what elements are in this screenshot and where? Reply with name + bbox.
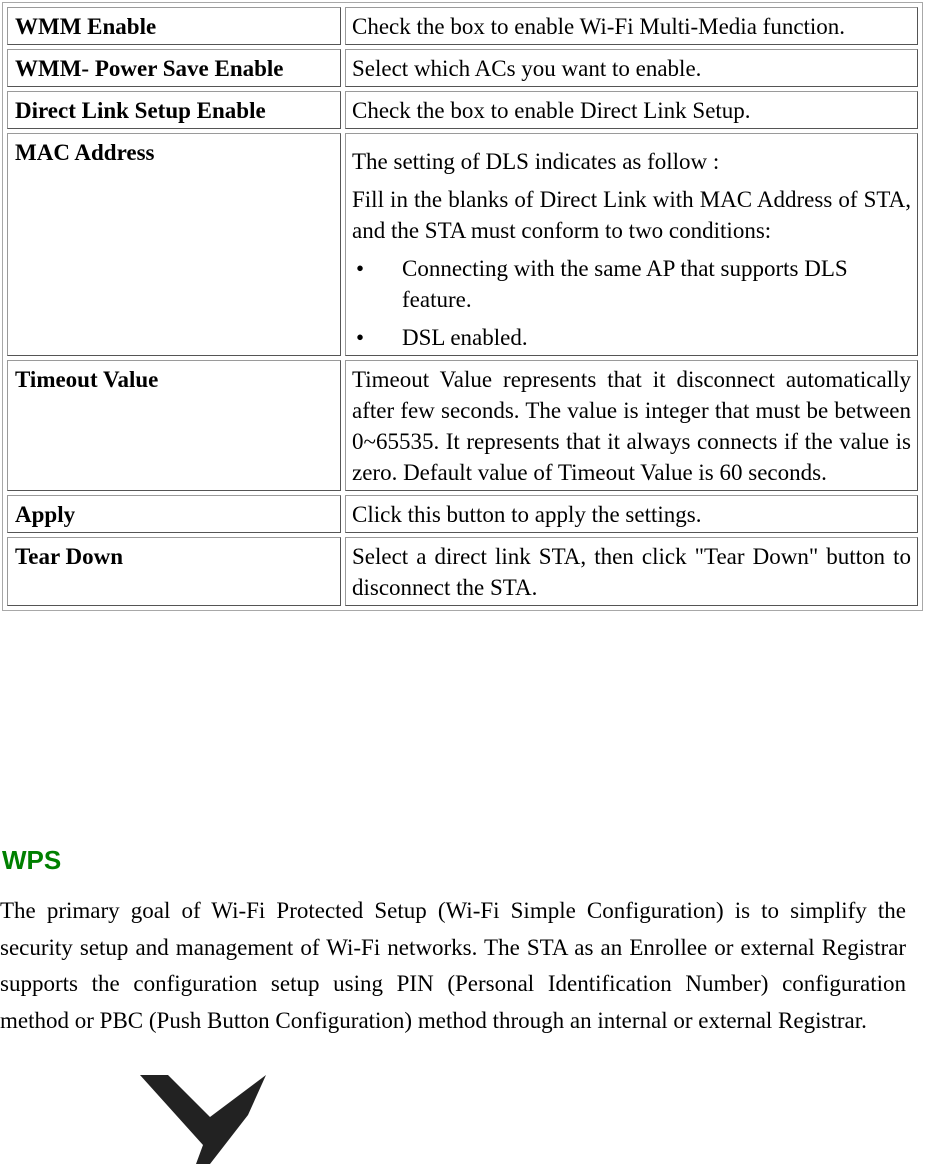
desc-cell: Check the box to enable Direct Link Setup. [345, 91, 918, 129]
desc-cell: Check the box to enable Wi-Fi Multi-Media function. [345, 7, 918, 45]
param-cell: Apply [7, 495, 341, 533]
desc-cell: Click this button to apply the settings. [345, 495, 918, 533]
table-row [7, 360, 918, 491]
param-cell: WMM Enable [7, 7, 341, 45]
dls-paragraph: Fill in the blanks of Direct Link with MAC Address of STA, and the STA must conform to two conditions: [352, 187, 911, 243]
list-item [352, 322, 911, 353]
table-row [7, 91, 918, 129]
desc-cell: Timeout Value represents that it disconnect automatically after few seconds. The value is integer that must be between 0~65535. It represents that it always connects if the value is zero. Default value of Timeout Value is 60 seconds. [345, 360, 918, 491]
desc-cell: Select a direct link STA, then click "Tear Down" button to disconnect the STA. [345, 537, 918, 606]
param-cell: MAC Address [7, 133, 341, 356]
param-cell: Timeout Value [7, 360, 341, 491]
table-row [7, 133, 918, 356]
list-item [352, 253, 911, 315]
param-cell: Tear Down [7, 537, 341, 606]
param-cell: Direct Link Setup Enable [7, 91, 341, 129]
bullet-icon: • [356, 325, 365, 350]
desc-cell [345, 133, 918, 356]
desc-cell: Select which ACs you want to enable. [345, 49, 918, 87]
large-arrow-shape-icon [140, 1075, 280, 1164]
table-row [7, 49, 918, 87]
dls-intro: The setting of DLS indicates as follow : [352, 149, 720, 174]
table-row [7, 7, 918, 45]
list-item-text: DSL enabled. [402, 325, 528, 350]
bullet-icon: • [356, 256, 365, 281]
param-cell: WMM- Power Save Enable [7, 49, 341, 87]
dls-conditions-list [352, 253, 911, 353]
section-paragraph: The primary goal of Wi-Fi Protected Setup (Wi-Fi Simple Configuration) is to simplify the security setup and management of Wi-Fi networks. The STA as an Enrollee or external Registrar supports the configuration setup using PIN (Personal Identification Number) configuration method or PBC (Push Button Configuration) method through an internal or external Registrar. [0, 898, 906, 1033]
table-row [7, 495, 918, 533]
parameter-table [2, 2, 923, 611]
list-item-text: Connecting with the same AP that supports DLS feature. [402, 256, 848, 312]
table-row [7, 537, 918, 606]
section-heading: WPS [2, 845, 62, 875]
